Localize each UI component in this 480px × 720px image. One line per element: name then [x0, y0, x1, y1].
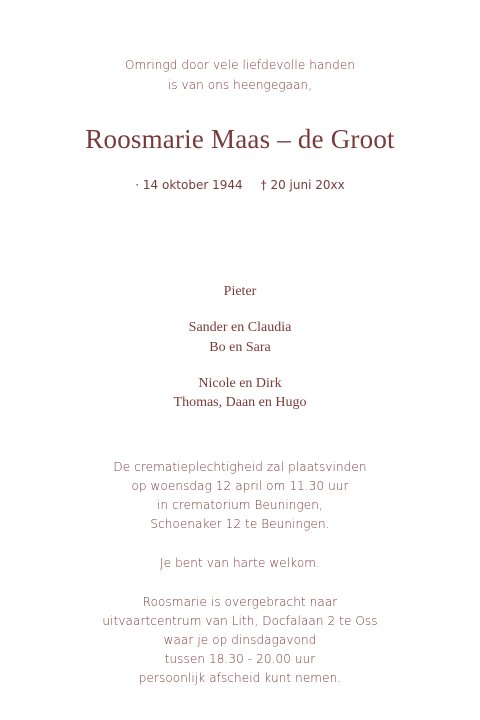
viewing-line: tussen 18.30 - 20.00 uur	[164, 652, 316, 666]
family-line: Nicole en Dirk	[198, 376, 282, 391]
deceased-name: Roosmarie Maas – de Groot	[85, 124, 395, 154]
family-line: Bo en Sara	[209, 340, 271, 355]
ceremony-line: Schoenaker 12 te Beuningen.	[150, 517, 330, 531]
welcome-text: Je bent van harte welkom.	[160, 556, 320, 570]
viewing-line: persoonlijk afscheid kunt nemen.	[138, 671, 342, 685]
ceremony-line: op woensdag 12 april om 11.30 uur	[131, 479, 349, 493]
viewing-line: uitvaartcentrum van Lith, Docfalaan 2 te Oss	[102, 614, 378, 628]
ceremony-line: De crematieplechtigheid zal plaatsvinden	[113, 460, 367, 474]
life-dates	[0, 178, 480, 192]
birth-date: · 14 oktober 1944	[135, 178, 243, 192]
family-line: Pieter	[223, 284, 257, 299]
ceremony-line: in crematorium Beuningen,	[157, 498, 323, 512]
intro-line-1: Omringd door vele liefdevolle handen	[124, 58, 356, 72]
family-line: Sander en Claudia	[188, 320, 292, 335]
viewing-line: Roosmarie is overgebracht naar	[142, 595, 338, 609]
family-line: Thomas, Daan en Hugo	[173, 395, 307, 410]
death-date: † 20 juni 20xx	[260, 178, 345, 192]
viewing-line: waar je op dinsdagavond	[163, 633, 317, 647]
intro-line-2: is van ons heengegaan,	[167, 78, 313, 92]
